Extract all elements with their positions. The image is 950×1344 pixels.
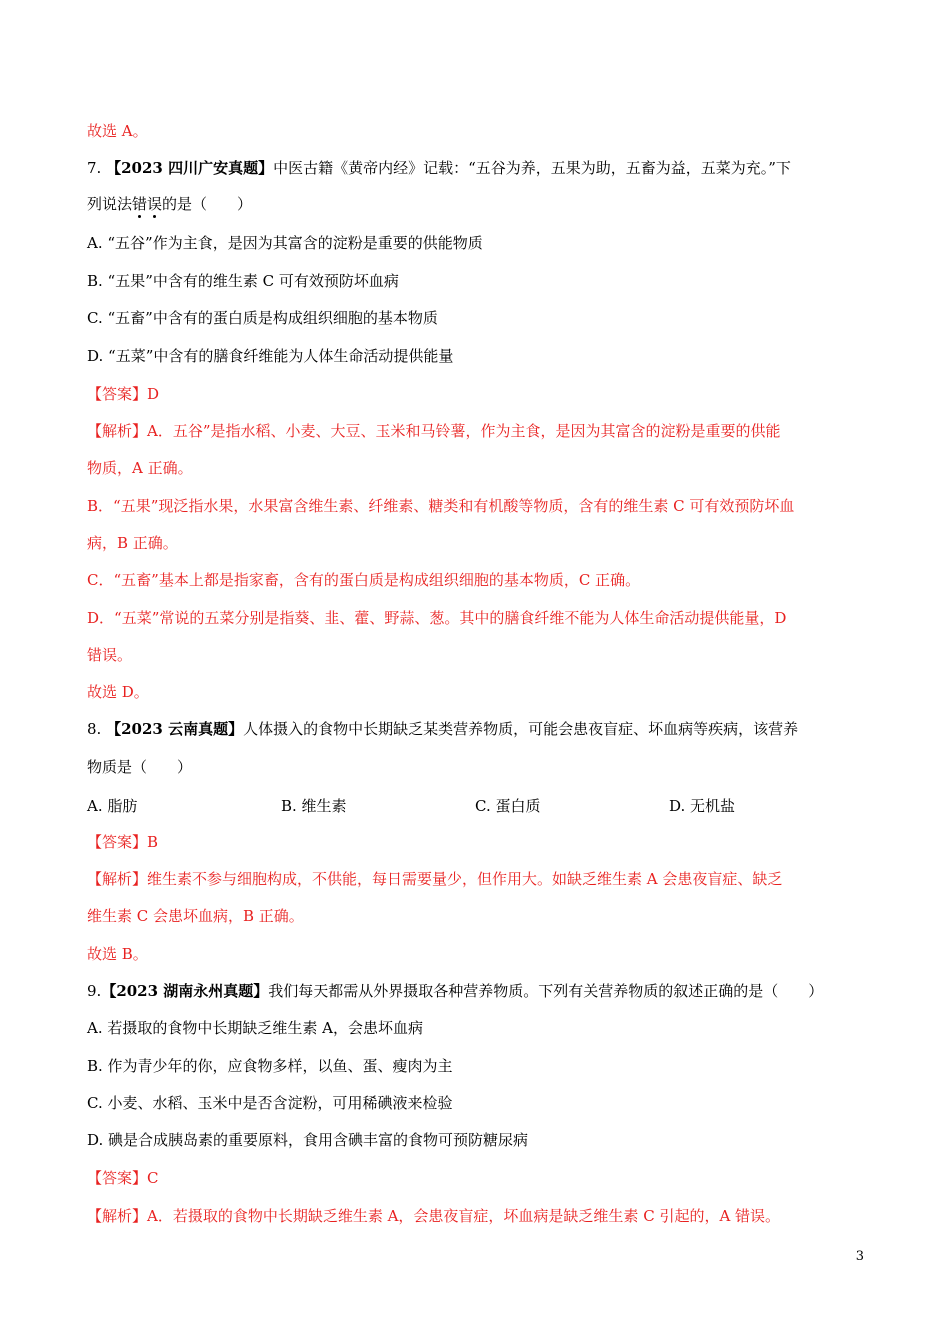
q9-option-d: D. 碘是合成胰岛素的重要原料，食用含碘丰富的食物可预防糖尿病: [87, 1131, 529, 1149]
q7-analysis-line: D．“五菜”常说的五菜分别是指葵、韭、藿、野蒜、葱。其中的膳食纤维不能为人体生命活动提供能量，D: [87, 609, 787, 627]
q7-analysis-line: 错误。: [87, 646, 133, 664]
q7-option-c: C. “五畜”中含有的蛋白质是构成组织细胞的基本物质: [87, 309, 438, 327]
q9-option-c: C. 小麦、水稻、玉米中是否含淀粉，可用稀碘液来检验: [87, 1094, 453, 1112]
q7-analysis-line: B．“五果”现泛指水果，水果富含维生素、纤维素、糖类和有机酸等物质，含有的维生素 C 可有效预防坏血: [87, 497, 795, 515]
q7-option-b: B. “五果”中含有的维生素 C 可有效预防坏血病: [87, 272, 399, 290]
q9-stem-text: 我们每天都需从外界摄取各种营养物质。下列有关营养物质的叙述正确的是（ ）: [268, 982, 824, 1000]
q9-source: 【2023 湖南永州真题】: [101, 982, 269, 1000]
q7-analysis-line: 物质，A 正确。: [87, 459, 193, 477]
q8-conclusion: 故选 B。: [87, 945, 148, 963]
q8-source: 【2023 云南真题】: [106, 720, 244, 738]
q8-option-c: C. 蛋白质: [475, 797, 541, 815]
q8-analysis-line: 维生素 C 会患坏血病，B 正确。: [87, 907, 304, 925]
q8-number: 8.: [87, 720, 102, 738]
q8-answer: 【答案】B: [87, 833, 159, 851]
q9-answer: 【答案】C: [87, 1169, 159, 1187]
q7-analysis-line: C．“五畜”基本上都是指家畜，含有的蛋白质是构成组织细胞的基本物质，C 正确。: [87, 571, 641, 589]
q7-option-a: A. “五谷”作为主食，是因为其富含的淀粉是重要的供能物质: [87, 234, 483, 252]
q9-analysis-line: 【解析】A．若摄取的食物中长期缺乏维生素 A，会患夜盲症，坏血病是缺乏维生素 C 引起的，A 错误。: [87, 1207, 781, 1225]
q8-stem-line1: [87, 719, 798, 739]
q8-stem-text: 人体摄入的食物中长期缺乏某类营养物质，可能会患夜盲症、坏血病等疾病，该营养: [243, 720, 799, 738]
q9-number: 9.: [87, 982, 102, 1000]
q7-option-d: D. “五菜”中含有的膳食纤维能为人体生命活动提供能量: [87, 347, 454, 365]
q7-analysis-line: 病，B 正确。: [87, 534, 178, 552]
q8-option-d: D. 无机盐: [669, 797, 736, 815]
q7-analysis-line: 【解析】A．五谷”是指水稻、小麦、大豆、玉米和马铃薯，作为主食，是因为其富含的淀粉是重要的供能: [87, 422, 781, 440]
q7-stem-text: 中医古籍《黄帝内经》记载：“五谷为养，五果为助，五畜为益，五菜为充。”下: [273, 159, 791, 177]
q7-emphasis-char-1: 错: [132, 195, 148, 213]
q8-option-b: B. 维生素: [281, 797, 347, 815]
prev-conclusion: 故选 A。: [87, 122, 148, 140]
q7-stem-pre: 列说法: [87, 195, 133, 213]
q8-option-a: A. 脂肪: [87, 797, 138, 815]
q7-stem-line2: [87, 194, 252, 214]
q7-stem-post: 的是（ ）: [162, 195, 253, 213]
q9-stem-line1: [87, 981, 823, 1001]
q8-stem-line2: 物质是（ ）: [87, 758, 193, 776]
q7-conclusion: 故选 D。: [87, 683, 149, 701]
q9-option-a: A. 若摄取的食物中长期缺乏维生素 A，会患坏血病: [87, 1019, 423, 1037]
page-number: 3: [855, 1249, 864, 1264]
q7-answer: 【答案】D: [87, 385, 160, 403]
q7-stem-line1: [87, 158, 791, 178]
q7-source: 【2023 四川广安真题】: [106, 159, 274, 177]
q7-number: 7.: [87, 159, 102, 177]
q9-option-b: B. 作为青少年的你，应食物多样，以鱼、蛋、瘦肉为主: [87, 1057, 453, 1075]
q7-emphasis-char-2: 误: [147, 195, 163, 213]
q8-analysis-line: 【解析】维生素不参与细胞构成，不供能，每日需要量少，但作用大。如缺乏维生素 A 会患夜盲症、缺乏: [87, 870, 783, 888]
